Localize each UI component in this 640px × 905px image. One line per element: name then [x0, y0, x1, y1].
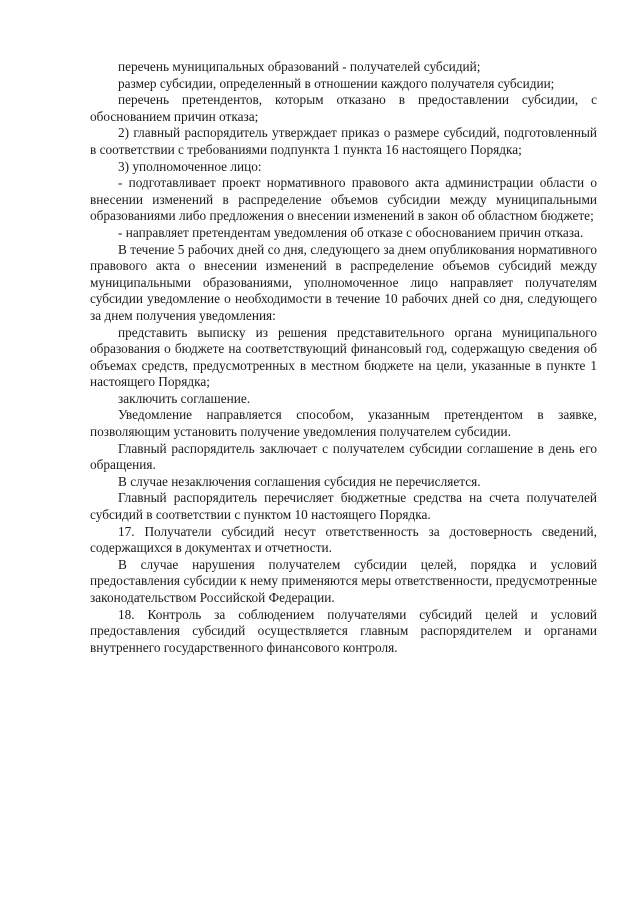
paragraph-notification-method: Уведомление направляется способом, указанным претендентом в заявке, позволяющим установить получение уведомления получателем субсидии. — [90, 407, 597, 440]
paragraph-within-5-days: В течение 5 рабочих дней со дня, следующего за днем опубликования нормативного правового акта о внесении изменений в распределение объемов субсидий между муниципальными образованиями, уполномоченное лицо направляет получателям субсидии уведомление о необходимости в течение 10 рабочих дней со дня, следующего за днем получения уведомления: — [90, 241, 597, 323]
paragraph-sends-refusal: - направляет претендентам уведомления об отказе с обоснованием причин отказа. — [118, 224, 584, 240]
paragraph-refused-list: перечень претендентов, которым отказано в предоставлении субсидии, с обоснованием причин отказа; — [90, 92, 597, 124]
paragraph-item-17: 17. Получатели субсидий несут ответственность за достоверность сведений, содержащихся в документах и отчетности. — [90, 523, 597, 556]
paragraph-item-2: 2) главный распорядитель утверждает приказ о размере субсидий, подготовленный в соответствии с требованиями подпункта 1 пункта 16 настоящего Порядка; — [90, 125, 597, 157]
paragraph-transfer-funds: Главный распорядитель перечисляет бюджетные средства на счета получателей субсидий в соответствии с пунктом 10 настоящего Порядка. — [90, 490, 597, 523]
paragraph-agreement-day: Главный распорядитель заключает с получателем субсидии соглашение в день его обращения. — [90, 440, 597, 473]
paragraph-prepares-draft: - подготавливает проект нормативного правового акта администрации области о внесении изменений в распределение объемов субсидии между муниципальными образованиями либо предложения о внесении изменений в закон об областном бюджете; — [90, 175, 597, 224]
paragraph-subsidy-amount: размер субсидии, определенный в отношении каждого получателя субсидии; — [118, 75, 555, 91]
document-body — [90, 59, 597, 656]
paragraph-no-agreement: В случае незаключения соглашения субсидия не перечисляется. — [118, 473, 481, 489]
paragraph-provide-extract: представить выписку из решения представительного органа муниципального образования о бюджете на соответствующий финансовый год, содержащую сведения об объемах средств, предусмотренных в местном бюджете на цели, указанные в пункте 1 настоящего Порядка; — [90, 324, 597, 390]
paragraph-item-18: 18. Контроль за соблюдением получателями субсидий целей и условий предоставления субсидий осуществляется главным распорядителем и органами внутреннего государственного финансового контроля. — [90, 606, 597, 655]
paragraph-violation-measures: В случае нарушения получателем субсидии целей, порядка и условий предоставления субсидии к нему применяются меры ответственности, предусмотренные законодательством Российской Федерации. — [90, 556, 597, 605]
paragraph-item-3: 3) уполномоченное лицо: — [118, 158, 262, 174]
paragraph-conclude-agreement: заключить соглашение. — [118, 390, 251, 406]
paragraph-recipients-list: перечень муниципальных образований - получателей субсидий; — [118, 59, 481, 74]
